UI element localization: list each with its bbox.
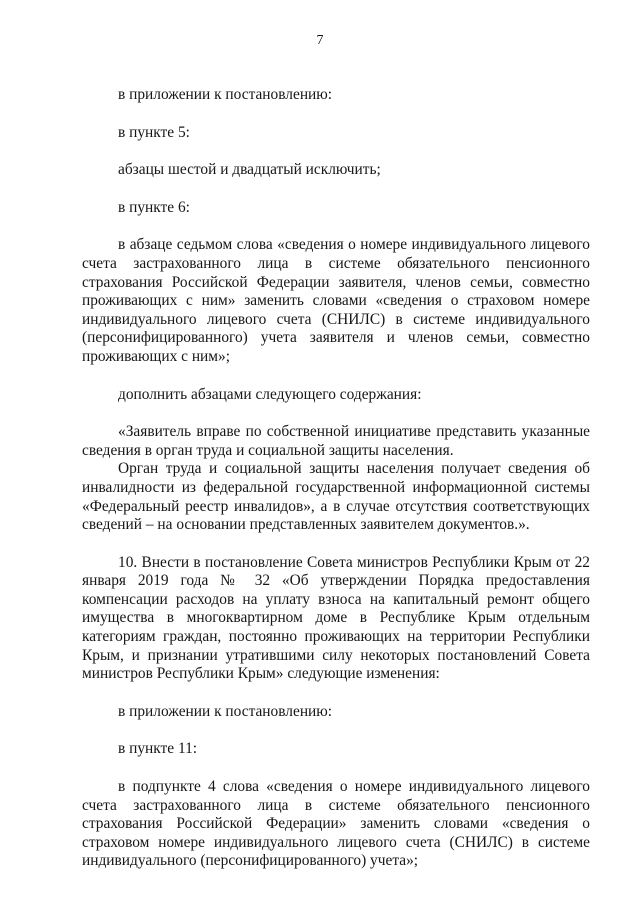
document-body xyxy=(82,86,590,871)
paragraph: в пункте 5: xyxy=(118,123,190,141)
paragraph: в подпункте 4 слова «сведения о номере индивидуального лицевого счета застрахованного лица в системе обязательного пенсионного страхования Российской Федерации» заменить словами «сведения о страховом номере индивидуального лицевого счета (СНИЛС) в системе индивидуального (персонифицированного) учета»; xyxy=(82,778,590,870)
paragraph: в приложении к постановлению: xyxy=(118,702,333,720)
paragraph: в абзаце седьмом слова «сведения о номере индивидуального лицевого счета застрахованного лица в системе обязательного пенсионного страхования Российской Федерации заявителя, членов семьи, совместно проживающих с ним» заменить словами «сведения о страховом номере индивидуального лицевого счета (СНИЛС) в системе индивидуального (персонифицированного) учета заявителя и членов семьи, совместно проживающих с ним»; xyxy=(82,236,590,365)
paragraph: 10. Внести в постановление Совета министров Республики Крым от 22 января 2019 года № 32 «Об утверждении Порядка предоставления компенсации расходов на уплату взноса на капитальный ремонт общего имущества в многоквартирном доме в Республике Крым отдельным категориям граждан, постоянно проживающих на территории Республики Крым, и признании утратившими силу некоторых постановлений Совета министров Республики Крым» следующие изменения: xyxy=(82,553,590,683)
paragraph: Орган труда и социальной защиты населения получает сведения об инвалидности из федеральной государственной информационной системы «Федеральный реестр инвалидов», а в случае отсутствия соответствующих сведений – на основании представленных заявителем документов.». xyxy=(82,460,590,534)
paragraph: дополнить абзацами следующего содержания: xyxy=(118,385,422,403)
paragraph: абзацы шестой и двадцатый исключить; xyxy=(118,161,381,179)
paragraph: «Заявитель вправе по собственной инициативе представить указанные сведения в орган труда и социальной защиты населения. xyxy=(82,423,590,459)
paragraph: в пункте 11: xyxy=(118,740,198,758)
paragraph: в пункте 6: xyxy=(118,198,190,216)
page-number: 7 xyxy=(316,33,324,48)
paragraph: в приложении к постановлению: xyxy=(118,86,333,103)
